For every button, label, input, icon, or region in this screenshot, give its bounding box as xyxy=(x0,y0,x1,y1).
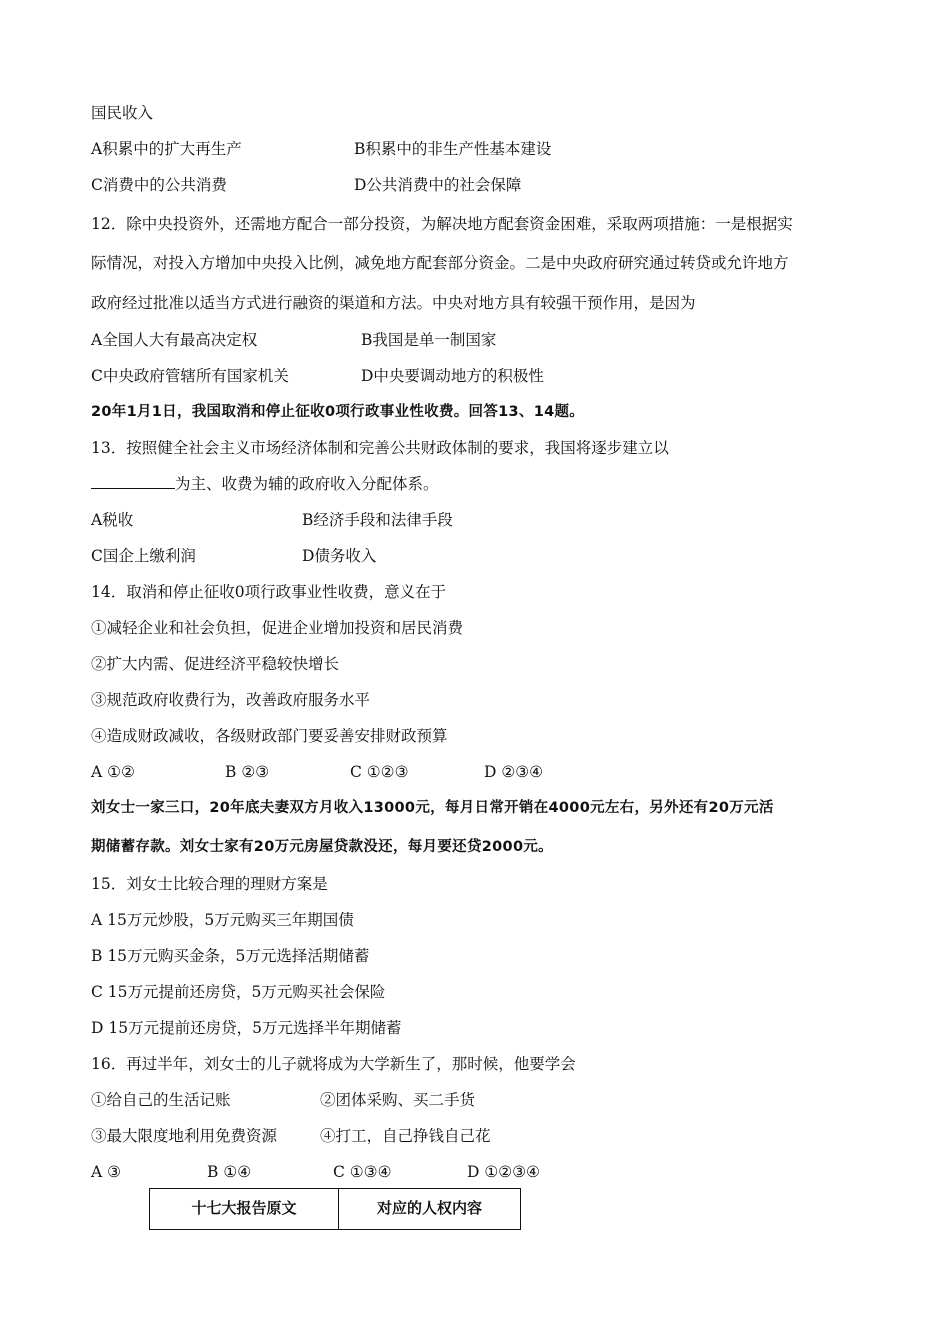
option-a: A ①② xyxy=(91,763,135,781)
blank-followup: 为主、收费为辅的政府收入分配体系。 xyxy=(175,475,439,493)
fill-blank xyxy=(91,474,175,489)
text-line: 政府经过批准以适当方式进行融资的渠道和方法。中央对地方具有较强干预作用，是因为 xyxy=(91,294,696,312)
comparison-table xyxy=(149,1188,521,1230)
option-b: B ②③ xyxy=(225,763,270,781)
option-d: D债务收入 xyxy=(302,547,377,565)
question-14: 14．取消和停止征收0项行政事业性收费，意义在于 xyxy=(91,583,447,601)
statement-1: ①给自己的生活记账 xyxy=(91,1091,231,1109)
option-a: A ③ xyxy=(91,1163,122,1181)
text-line: 际情况，对投入方增加中央投入比例，减免地方配套部分资金。二是中央政府研究通过转贷或允许地方 xyxy=(91,254,789,272)
option-c: C ①③④ xyxy=(333,1163,392,1181)
option-c: C消费中的公共消费 xyxy=(91,176,227,194)
table-header-cell: 对应的人权内容 xyxy=(339,1189,521,1230)
question-12: 12．除中央投资外，还需地方配合一部分投资，为解决地方配套资金困难，采取两项措施：一是根据实 xyxy=(91,215,793,233)
statement-4: ④造成财政减收，各级财政部门要妥善安排财政预算 xyxy=(91,727,448,745)
option-c: C ①②③ xyxy=(350,763,409,781)
text-line xyxy=(91,474,439,494)
statement-3: ③规范政府收费行为，改善政府服务水平 xyxy=(91,691,371,709)
statement-2: ②扩大内需、促进经济平稳较快增长 xyxy=(91,655,340,673)
material-intro: 期储蓄存款。刘女士家有20万元房屋贷款没还，每月要还贷2000元。 xyxy=(91,839,553,855)
option-a: A 15万元炒股，5万元购买三年期国债 xyxy=(91,911,354,929)
option-c: C中央政府管辖所有国家机关 xyxy=(91,367,289,385)
option-b: B积累中的非生产性基本建设 xyxy=(354,140,552,158)
option-d: D 15万元提前还房贷，5万元选择半年期储蓄 xyxy=(91,1019,402,1037)
table-header-row xyxy=(150,1189,521,1230)
option-d: D公共消费中的社会保障 xyxy=(354,176,522,194)
option-b: B ①④ xyxy=(207,1163,252,1181)
option-b: B 15万元购买金条，5万元选择活期储蓄 xyxy=(91,947,370,965)
question-13: 13．按照健全社会主义市场经济体制和完善公共财政体制的要求，我国将逐步建立以 xyxy=(91,439,669,457)
question-16: 16．再过半年，刘女士的儿子就将成为大学新生了，那时候，他要学会 xyxy=(91,1055,576,1073)
option-a: A积累中的扩大再生产 xyxy=(91,140,242,158)
table-header-cell: 十七大报告原文 xyxy=(150,1189,339,1230)
statement-3: ③最大限度地利用免费资源 xyxy=(91,1127,278,1145)
material-intro: 刘女士一家三口，20年底夫妻双方月收入13000元，每月日常开销在4000元左右，另外还有20万元活 xyxy=(91,800,774,816)
question-15: 15．刘女士比较合理的理财方案是 xyxy=(91,875,328,893)
option-c: C国企上缴利润 xyxy=(91,547,196,565)
statement-4: ④打工，自己挣钱自己花 xyxy=(320,1127,491,1145)
option-b: B经济手段和法律手段 xyxy=(302,511,453,529)
statement-1: ①减轻企业和社会负担，促进企业增加投资和居民消费 xyxy=(91,619,464,637)
statement-2: ②团体采购、买二手货 xyxy=(320,1091,476,1109)
text-line: 国民收入 xyxy=(91,104,154,122)
material-intro: 20年1月1日，我国取消和停止征收0项行政事业性收费。回答13、14题。 xyxy=(91,404,585,420)
option-d: D中央要调动地方的积极性 xyxy=(361,367,544,385)
option-c: C 15万元提前还房贷，5万元购买社会保险 xyxy=(91,983,386,1001)
option-d: D ②③④ xyxy=(484,763,544,781)
option-a: A全国人大有最高决定权 xyxy=(91,331,258,349)
option-b: B我国是单一制国家 xyxy=(361,331,497,349)
option-d: D ①②③④ xyxy=(467,1163,540,1181)
option-a: A税收 xyxy=(91,511,134,529)
